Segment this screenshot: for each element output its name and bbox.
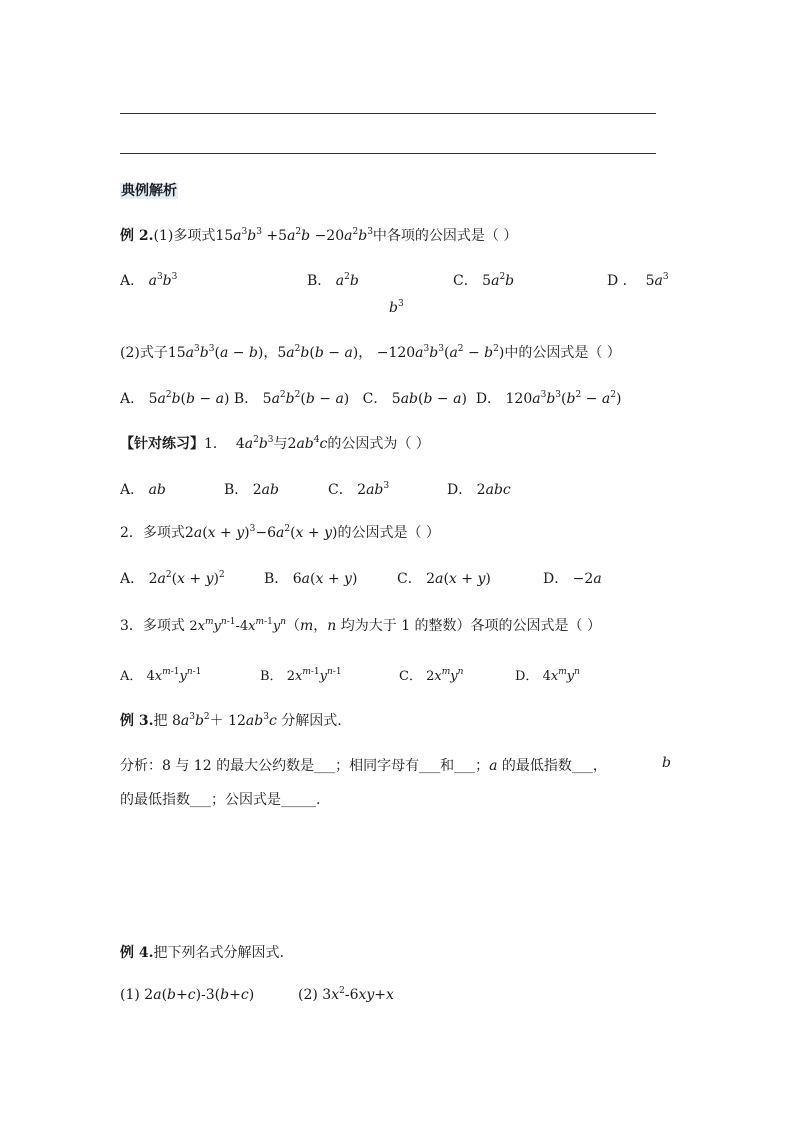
option-d[interactable]: D ． $5a^3$ xyxy=(607,272,669,289)
example-4-part-1: (1) 2a(b+c)-3(b+c) xyxy=(120,987,255,1003)
example-2-part-2: (2)式子$15a^3b^3(a - b)$，$5a^2b(b - a)$， $-120a^3b^3(a^2 - b^2)$中的公因式是（ ） xyxy=(120,344,621,361)
option-d[interactable]: D． $4x^my^n$ xyxy=(515,667,580,684)
option-d[interactable]: D． 2abc xyxy=(447,482,511,498)
practice-q2: 2．多项式$2a(x + y)^3-6a^2(x + y)$的公因式是（ ） xyxy=(120,524,440,541)
option-b[interactable]: B． $2x^{m-1}y^{n-1}$ xyxy=(260,667,342,684)
example-4-part-2: (2) $3x^2-6xy+x$ xyxy=(298,986,394,1003)
analysis-line-1: 分析：8 与 12 的最大公约数是___；相同字母有___和___；a 的最低指数___， xyxy=(120,758,607,774)
option-row xyxy=(120,388,621,408)
option-c[interactable]: C． $5a^2b$ xyxy=(453,272,515,289)
option-a[interactable]: A． $4x^{m-1}y^{n-1}$ xyxy=(120,667,202,684)
section-title: 典例解析 xyxy=(121,183,177,199)
math-expression: $15a^3b^3 +5a^2b -20a^2b^3$ xyxy=(215,227,373,244)
option-a[interactable]: A． $2a^2(x + y)^2$ xyxy=(120,570,225,587)
example-label: 例 3. xyxy=(120,713,154,729)
math-expression: $15a^3b^3(a - b)$ xyxy=(167,344,264,361)
analysis-line-2: 的最低指数___；公因式是_____. xyxy=(120,792,321,808)
example-3: 例 3.把 $8a^3b^2+ 12ab^3c$ 分解因式. xyxy=(120,712,342,729)
practice-label: 【针对练习】 xyxy=(120,436,204,452)
option-d-cont: $b^3$ xyxy=(389,299,404,316)
example-label: 例 2. xyxy=(120,228,154,244)
option-c[interactable]: C． $2ab^3$ xyxy=(328,481,390,498)
answer-line-2 xyxy=(120,153,656,154)
option-a[interactable]: A． $a^3b^3$ xyxy=(120,272,178,289)
option-c[interactable]: C． $2x^my^n$ xyxy=(399,667,464,684)
example-2-part-1: 例 2.(1)多项式$15a^3b^3 +5a^2b -20a^2b^3$中各项的公因式是（ ） xyxy=(120,227,518,244)
example-4: 例 4.把下列名式分解因式. xyxy=(120,945,284,961)
analysis-var-b: b xyxy=(662,755,671,771)
practice-q1: 【针对练习】1． $4a^2b^3$与$2ab^4c$的公因式为（ ） xyxy=(120,435,430,452)
option-d[interactable]: D． $120a^3b^3(b^2 - a^2)$ xyxy=(475,390,622,407)
option-a[interactable]: A． ab xyxy=(120,482,166,498)
option-b[interactable]: B． $5a^2b^2(b - a)$ xyxy=(233,390,350,407)
option-b[interactable]: B． $a^2b$ xyxy=(307,272,359,289)
option-c[interactable]: C． 2a(x + y) xyxy=(397,571,491,587)
option-b[interactable]: B． 2ab xyxy=(224,482,279,498)
option-b[interactable]: B． 6a(x + y) xyxy=(264,571,358,587)
example-label: 例 4. xyxy=(120,945,154,961)
option-a[interactable]: A． $5a^2b(b - a)$ xyxy=(120,390,230,407)
practice-q3: 3．多项式 $2x^my^{n-1}-4x^{m-1}y^n(m$，n 均为大于 1 的整数）各项的公因式是（ ） xyxy=(120,617,602,634)
option-d[interactable]: D． −2a xyxy=(543,571,602,587)
option-c[interactable]: C． 5ab(b − a) xyxy=(362,391,467,407)
answer-line-1 xyxy=(120,113,656,114)
